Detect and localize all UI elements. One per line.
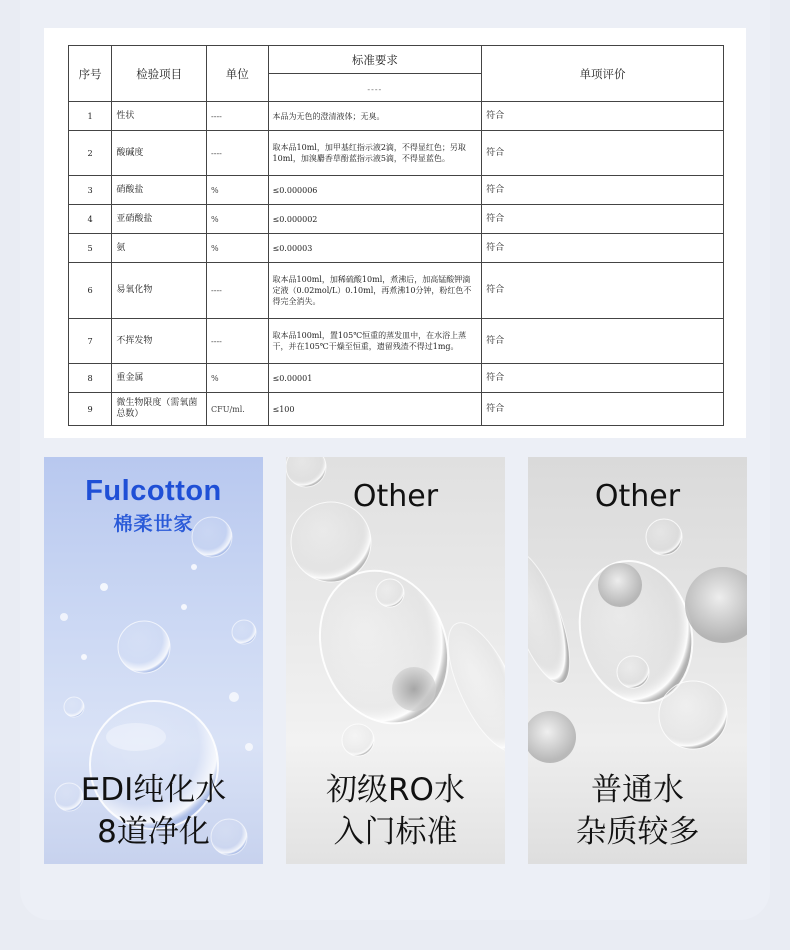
cell-no: 6 [69,263,112,319]
cell-item: 氨 [112,234,207,263]
caption-line-1: 初级RO水 [326,772,465,808]
cell-evaluation: 符合 [482,205,724,234]
cell-no: 7 [69,319,112,364]
header-evaluation: 单项评价 [482,46,724,102]
caption-line-2: 8道净化 [97,814,210,850]
cell-item: 亚硝酸盐 [112,205,207,234]
header-requirement: 标准要求 [268,46,482,74]
table-row [69,205,724,234]
cell-no: 2 [69,131,112,176]
card-caption [44,769,263,853]
brand-logo-cn: 棉柔世家 [113,513,194,535]
cell-requirement: 本品为无色的澄清液体；无臭。 [268,102,482,131]
cell-unit: % [207,364,268,393]
cell-unit: ---- [207,263,268,319]
competitor-label: Other [594,479,681,514]
cell-item: 硝酸盐 [112,176,207,205]
cell-requirement: ≤0.00001 [268,364,482,393]
cell-item: 性状 [112,102,207,131]
header-requirement-sub: ---- [268,74,482,102]
cell-evaluation: 符合 [482,102,724,131]
card-other-tap [528,457,747,864]
inspection-table [68,45,724,426]
cell-unit: % [207,234,268,263]
header-no: 序号 [69,46,112,102]
table-row [69,102,724,131]
table-row [69,263,724,319]
cell-unit: % [207,205,268,234]
caption-line-1: 普通水 [591,772,684,808]
cell-no: 3 [69,176,112,205]
cell-unit: % [207,176,268,205]
brand-logo: Fulcotton [85,475,222,507]
cell-requirement: ≤100 [268,393,482,426]
cell-unit: ---- [207,131,268,176]
cell-evaluation: 符合 [482,319,724,364]
cell-unit: CFU/ml. [207,393,268,426]
cell-item: 重金属 [112,364,207,393]
cell-no: 5 [69,234,112,263]
cell-evaluation: 符合 [482,364,724,393]
cell-evaluation: 符合 [482,263,724,319]
cell-no: 1 [69,102,112,131]
caption-line-2: 入门标准 [333,814,458,850]
card-caption [286,769,505,853]
table-row [69,364,724,393]
cell-evaluation: 符合 [482,234,724,263]
cell-requirement: ≤0.00003 [268,234,482,263]
cell-unit: ---- [207,319,268,364]
table-row [69,319,724,364]
cell-requirement: ≤0.000002 [268,205,482,234]
cell-requirement: ≤0.000006 [268,176,482,205]
cell-item: 不挥发物 [112,319,207,364]
cell-item: 酸碱度 [112,131,207,176]
cell-item: 微生物限度（需氧菌总数） [112,393,207,426]
table-row [69,131,724,176]
caption-line-2: 杂质较多 [575,814,700,850]
cell-evaluation: 符合 [482,131,724,176]
caption-line-1: EDI纯化水 [80,772,227,808]
cell-no: 9 [69,393,112,426]
cell-requirement: 取本品10ml，加甲基红指示液2滴，不得显红色；另取10ml，加溴麝香草酚蓝指示液5滴，不得显蓝色。 [268,131,482,176]
inspection-report [44,28,746,438]
table-row [69,234,724,263]
header-item: 检验项目 [112,46,207,102]
table-row [69,393,724,426]
card-other-ro [286,457,505,864]
cell-unit: ---- [207,102,268,131]
card-fulcotton [44,457,263,864]
water-comparison [0,457,790,864]
cell-requirement: 取本品100ml，置105℃恒重的蒸发皿中，在水浴上蒸干，并在105℃干燥至恒重，遗留残渣不得过1mg。 [268,319,482,364]
cell-no: 4 [69,205,112,234]
table-header-row [69,46,724,74]
header-unit: 单位 [207,46,268,102]
cell-requirement: 取本品100ml，加稀硫酸10ml，煮沸后，加高锰酸钾滴定液（0.02mol/L）0.10ml，再煮沸10分钟，粉红色不得完全消失。 [268,263,482,319]
cell-no: 8 [69,364,112,393]
table-row [69,176,724,205]
cell-evaluation: 符合 [482,176,724,205]
cell-item: 易氧化物 [112,263,207,319]
competitor-label: Other [352,479,439,514]
cell-evaluation: 符合 [482,393,724,426]
card-caption [528,769,747,853]
